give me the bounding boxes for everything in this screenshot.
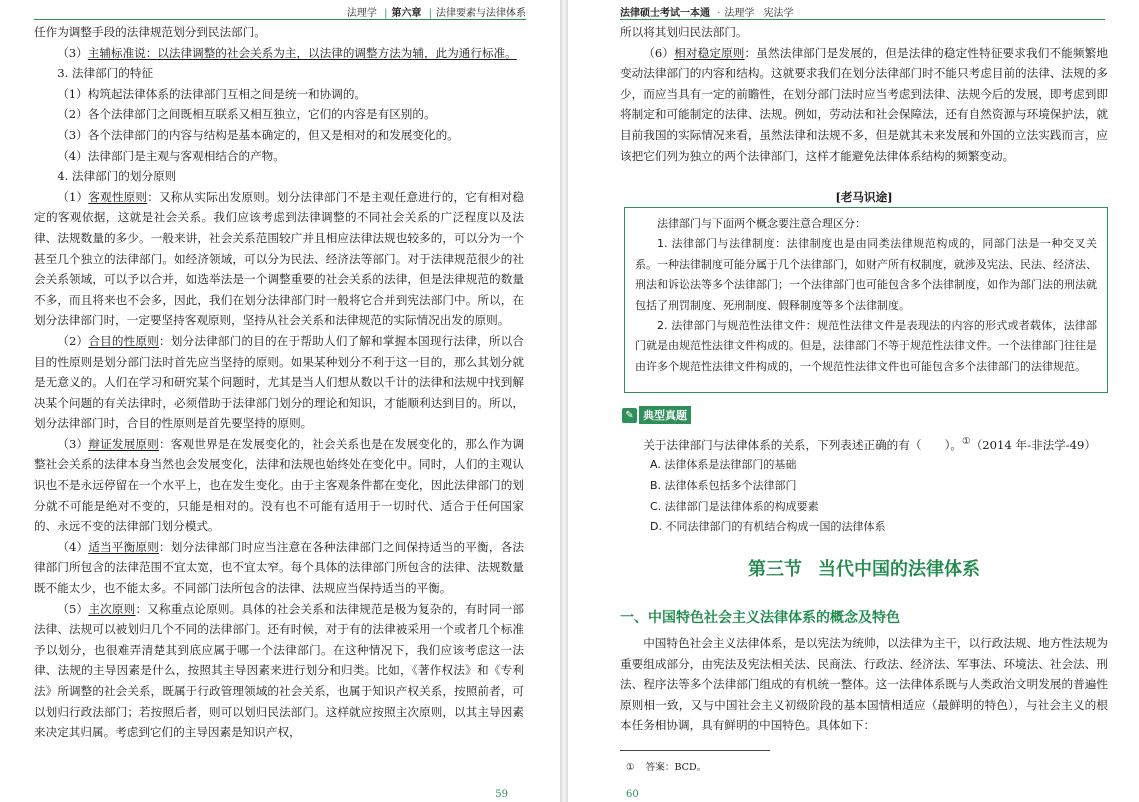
- item-number: （4）: [57, 539, 89, 554]
- running-header-right: [620, 4, 794, 19]
- header-subject: 法理学: [724, 8, 755, 19]
- header-rule: [620, 19, 1105, 20]
- left-page: [0, 0, 560, 802]
- item-number: （3）: [57, 45, 88, 60]
- paragraph: （4）法律部门是主观与客观相结合的产物。: [57, 148, 285, 163]
- item-number: （6）: [643, 45, 675, 60]
- paragraph: 所以将其划归民法部门。: [620, 25, 748, 39]
- footnote-rule: [620, 750, 770, 751]
- footnote: [626, 759, 706, 773]
- section-heading: [620, 555, 1108, 581]
- note-box: [624, 207, 1108, 393]
- principle-text: ：又称重点论原则。具体的社会关系和法律规范是极为复杂的，有时同一部法律、法规可以被划归几个不同的法律部门。还有时候，对于有的法律被采用一个或者几个标准予以划分，也很难弄清楚其到底应属于哪一个法律部门。在这种情况下，我们应该考虑这一法律、法规的主导因素是什么，按照其主导因素来进行划分和归类。比如，《著作权法》和《专利法》所调整的社会关系，既属于行政管理领域的社会关系，也属于知识产权关系，按照前者，可以划归行政法部门；若按照后者，则可以划归民法部门。这样就应按照主次原则，以其主导因素来决定其归属。考虑到它们的主导因素是知识产权，: [34, 601, 524, 740]
- footnote-ref: ①: [962, 436, 971, 447]
- section-number: 第三节: [748, 559, 802, 580]
- paragraph: [34, 331, 524, 434]
- footnote-mark: ①: [626, 762, 635, 773]
- principle-term: 主次原则: [88, 601, 136, 616]
- principle-text: ：又称从实际出发原则。划分法律部门不是主观任意进行的，它有相对稳定的客观依据，这就是社会关系。我们应该考虑到法律调整的不同社会关系的广泛程度以及法律、法规数量的多少。一般来讲，社会关系范围较广并且相应法律法规也较多的，可以分为一个甚至几个独立的法律部门。如经济领域，可以分为民法、经济法等部门。对于法律规范很少的社会关系领域，可以予以合并，如选举法是一个调整重要的社会关系的法律，但是法律规范的数量不多，而且将来也不会多，因此，我们在划分法律部门时一般将它合并到宪法部门中。所以，在划分法律部门时，一定要坚持客观原则，坚持从社会关系和法律规范的实际情况出发的原则。: [34, 189, 524, 328]
- question-option: C. 法律部门是法律体系的构成要素: [650, 499, 819, 513]
- principle-term: 相对稳定原则: [674, 45, 745, 60]
- item-number: （1）: [57, 189, 89, 204]
- header-separator: ·: [717, 8, 721, 19]
- header-rule: [34, 19, 526, 20]
- footnote-text: 答案：BCD。: [645, 762, 707, 773]
- section-title: 当代中国的法律体系: [818, 559, 980, 580]
- book-gutter: [560, 0, 568, 802]
- question-option: D. 不同法律部门的有机结合构成一国的法律体系: [650, 520, 886, 534]
- principle-term: 客观性原则: [88, 189, 148, 204]
- paragraph: （1）构筑起法律体系的法律部门互相之间是统一和协调的。: [57, 86, 367, 101]
- question-option: B. 法律体系包括多个法律部门: [650, 479, 797, 493]
- principle-text: ：划分法律部门时应当注意在各种法律部门之间保持适当的平衡，各法律部门所包含的法律范围不宜太宽，也不宜太窄。每个具体的法律部门所包含的法律、法规数量既不能太少，也不能太多。不同部门法所包含的法律、法规应当保持适当的平衡。: [34, 539, 524, 596]
- principle-term: 主辅标准说：以法律调整的社会关系为主，以法律的调整方法为辅，此为通行标准。: [87, 45, 517, 60]
- paragraph: （2）各个法律部门之间既相互联系又相互独立，它们的内容是有区别的。: [57, 107, 436, 122]
- header-book-title: 法律硕士考试一本通: [620, 8, 710, 19]
- left-body-text: [34, 22, 524, 743]
- question-stem: [620, 432, 1108, 455]
- question-source: （2014 年-非法学-49）: [970, 437, 1097, 452]
- subheading: 一、中国特色社会主义法律体系的概念及特色: [620, 610, 900, 626]
- paragraph: [34, 537, 524, 599]
- final-paragraph-block: [620, 633, 1108, 736]
- paragraph: （3）各个法律部门的内容与结构是基本确定的，但又是相对的和发展变化的。: [57, 127, 459, 142]
- right-page: [568, 0, 1139, 802]
- note-line: 1. 法律部门与法律制度：法律制度也是由同类法律规范构成的，同部门法是一种交叉关系。一种法律制度可能分属于几个法律部门，如财产所有权制度，就涉及宪法、民法、经济法、刑法和诉讼法等多个法律部门；一个法律部门也可能包含多个法律制度，如作为部门法的刑法就包括了刑罚制度、死刑制度、假释制度等多个法律制度。: [635, 237, 1097, 312]
- pencil-icon: ✎: [622, 408, 637, 423]
- principle-term: 适当平衡原则: [88, 539, 159, 554]
- note-line: 法律部门与下面两个概念要注意合理区分：: [657, 217, 866, 230]
- exam-question: [620, 432, 1108, 538]
- paragraph: [34, 43, 524, 64]
- question-text: 关于法律部门与法律体系的关系，下列表述正确的有（ ）。: [643, 437, 963, 452]
- paragraph: [34, 599, 524, 743]
- question-options: [620, 455, 1108, 537]
- principle-text: ：划分法律部门的目的在于帮助人们了解和掌握本国现行法律，所以合目的性原则是划分部门法时首先应当坚持的原则。如果某种划分不利于这一目的，那么其划分就是无意义的。人们在学习和研究某个问题时，尤其是当人们想从数以千计的法律和法规中找到解决某个问题的有关法律时，必须借助于法律部门划分的理论和知识，才能顺利达到目的。所以，划分法律部门时，合目的性原则是首先要坚持的原则。: [34, 333, 524, 431]
- paragraph: [620, 43, 1108, 167]
- paragraph: 3. 法律部门的特征: [57, 66, 154, 81]
- right-intro-text: [620, 22, 1108, 166]
- paragraph: 中国特色社会主义法律体系，是以宪法为统帅，以法律为主干，以行政法规、地方性法规为重要组成部分，由宪法及宪法相关法、民商法、行政法、经济法、军事法、环境法、社会法、刑法、程序法等多个法律部门组成的有机统一整体。这一法律体系既与人类政治文明发展的普遍性原则相一致，又与中国社会主义初级阶段的基本国情相适应（最鲜明的特色），与社会主义的根本任务相协调，具有鲜明的中国特色。具体如下：: [620, 636, 1108, 733]
- header-separator: |: [384, 8, 388, 19]
- paragraph: [34, 187, 524, 331]
- header-book: 法理学: [346, 8, 377, 19]
- header-chapter: 第六章: [391, 8, 422, 19]
- page-number-left: 59: [495, 789, 508, 800]
- header-section: 宪法学: [763, 8, 794, 19]
- paragraph: [34, 434, 524, 537]
- page-number-right: 60: [626, 789, 639, 800]
- principle-text: ：客观世界是在发展变化的，社会关系也是在发展变化的，那么作为调整社会关系的法律本身当然也会发展变化，法律和法规也始终处在变化中。同时，人们的主观认识也不是永远停留在一个水平上，也在发生变化。由于主客观条件都在变化，因此法律部门的划分就不可能是绝对不变的，只能是相对的。没有也不可能有适用于一切时代、适合于任何国家的、永远不变的法律部门划分模式。: [34, 436, 524, 534]
- item-number: （3）: [57, 436, 89, 451]
- paragraph: 4. 法律部门的划分原则: [57, 169, 177, 184]
- header-separator: |: [428, 8, 432, 19]
- paragraph: 任作为调整手段的法律规范划分到民法部门。: [34, 25, 266, 39]
- tag-label: 典型真题: [639, 406, 691, 424]
- question-option: A. 法律体系是法律部门的基础: [650, 458, 797, 472]
- principle-term: 合目的性原则: [88, 333, 159, 348]
- typical-question-tag: [622, 407, 691, 423]
- note-title: [老马识途]: [835, 190, 893, 204]
- item-number: （2）: [57, 333, 89, 348]
- note-line: 2. 法律部门与规范性法律文件：规范性法律文件是表现法的内容的形式或者载体，法律部门就是由规范性法律文件构成的。但是，法律部门不等于规范性法律文件。一个法律部门往往是由许多个规范性法律文件构成的，一个规范性法律文件也可能包含多个法律部门的法律规范。: [635, 319, 1097, 373]
- item-number: （5）: [57, 601, 89, 616]
- running-header-left: [347, 4, 526, 19]
- header-chapter-title: 法律要素与法律体系: [436, 8, 526, 19]
- principle-text: ：虽然法律部门是发展的，但是法律的稳定性特征要求我们不能频繁地变动法律部门的内容和结构。这就要求我们在划分法律部门时不能只考虑目前的法律、法规的多少，而应当具有一定的前瞻性，在划分部门法时应当考虑到法律、法规今后的发展，即考虑到即将制定和可能制定的法律、法规。例如，劳动法和社会保障法，还有自然资源与环境保护法，就目前我国的实际情况来看，虽然法律和法规不多，但是就其未来发展和外国的立法实践而言，应该把它们列为独立的两个法律部门，这样才能避免法律体系结构的频繁变动。: [620, 45, 1108, 163]
- principle-term: 辩证发展原则: [88, 436, 159, 451]
